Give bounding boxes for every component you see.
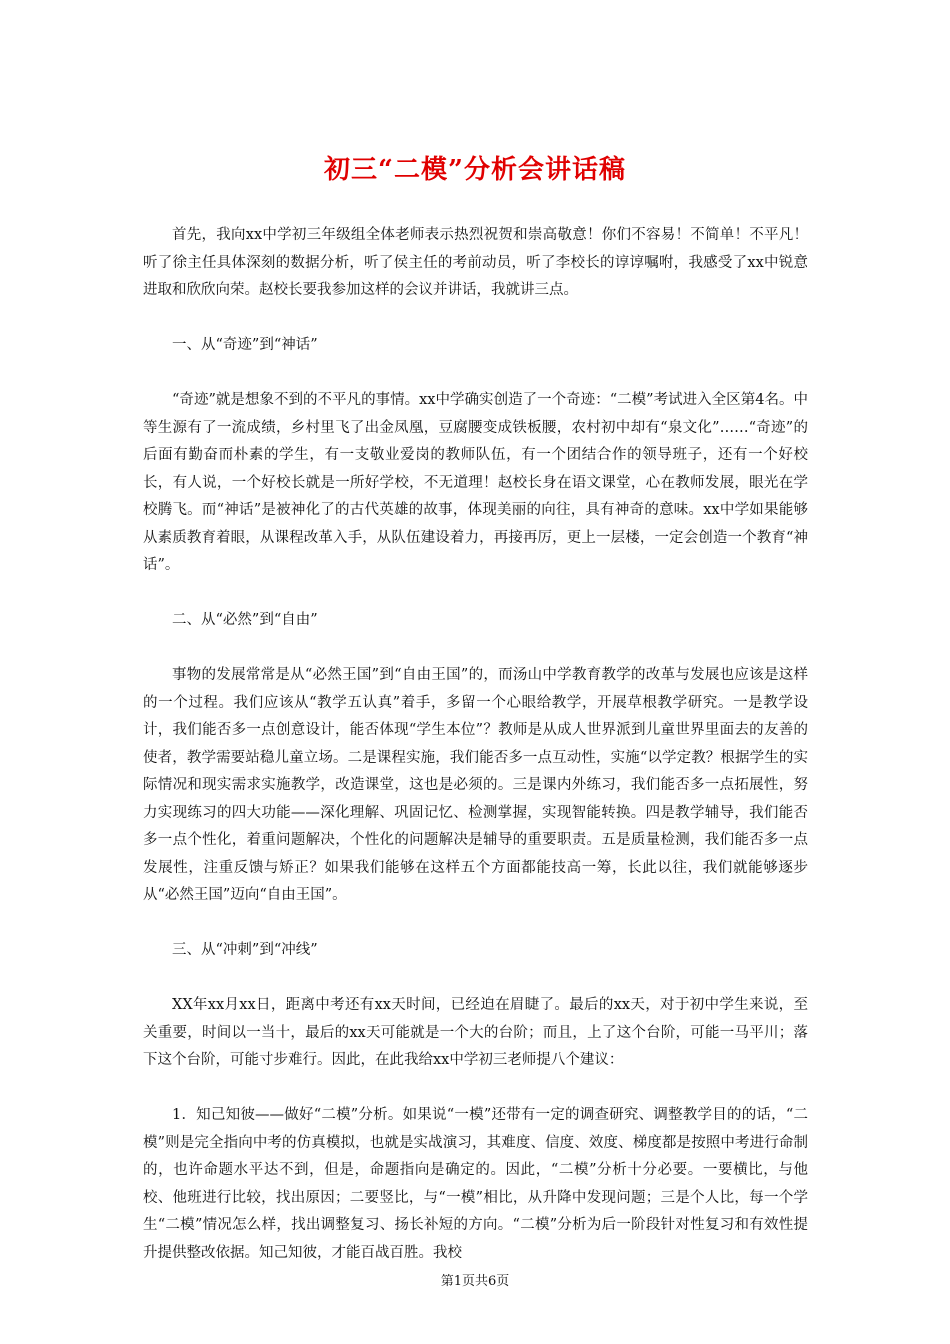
section-heading-1: 一、从“奇迹”到“神话” [172,337,318,353]
paragraph-intro: 首先，我向xx中学初三年级组全体老师表示热烈祝贺和崇高敬意！你们不容易！不简单！不平凡！听了徐主任具体深刻的数据分析，听了侯主任的考前动员，听了李校长的谆谆嘱咐，我感受了xx中锐意进取和欣欣向荣。赵校长要我参加这样的会议并讲话，我就讲三点。 [143,227,808,298]
paragraph-section-2: 事物的发展常常是从“必然王国”到“自由王国”的，而汤山中学教育教学的改革与发展也应该是这样的一个过程。我们应该从“教学五认真”着手，多留一个心眼给教学，开展草根教学研究。一是教学设计，我们能否多一点创意设计，能否体现“学生本位”？教师是从成人世界派到儿童世界里面去的友善的使者，教学需要站稳儿童立场。二是课程实施，我们能否多一点互动性，实施“以学定教？根据学生的实际情况和现实需求实施教学，改造课堂，这也是必须的。三是课内外练习，我们能否多一点拓展性，努力实现练习的四大功能——深化理解、巩固记忆、检测掌握，实现智能转换。四是教学辅导，我们能否多一点个性化，着重问题解决，个性化的问题解决是辅导的重要职责。五是质量检测，我们能否多一点发展性，注重反馈与矫正？如果我们能够在这样五个方面都能技高一筹，长此以往，我们就能够逐步从“必然王国”迈向“自由王国”。 [143,667,808,903]
document-body [143,222,808,1295]
paragraph-suggestion-1: 1．知己知彼——做好“二模”分析。如果说“一模”还带有一定的调查研究、调整教学目的的话，“二模”则是完全指向中考的仿真模拟，也就是实战演习，其难度、信度、效度、梯度都是按照中考进行命制的，也许命题水平达不到，但是，命题指向是确定的。因此，“二模”分析十分必要。一要横比，与他校、他班进行比较，找出原因；二要竖比，与“一模”相比，从升降中发现问题；三是个人比，每一个学生“二模”情况怎么样，找出调整复习、扬长补短的方向。“二模”分析为后一阶段针对性复习和有效性提升提供整改依据。知己知彼，才能百战百胜。我校 [143,1107,808,1261]
page-number: 第1页共6页 [440,1274,510,1289]
section-heading-2: 二、从“必然”到“自由” [172,612,318,628]
paragraph-section-3: XX年xx月xx日，距离中考还有xx天时间，已经迫在眉睫了。最后的xx天，对于初中学生来说，至关重要，时间以一当十，最后的xx天可能就是一个大的台阶；而且，上了这个台阶，可能一马平川；落下这个台阶，可能寸步难行。因此，在此我给xx中学初三老师提八个建议： [143,997,808,1068]
section-heading-3: 三、从“冲刺”到“冲线” [172,942,318,958]
document-title: 初三“二模”分析会讲话稿 [324,155,626,185]
paragraph-section-1: “奇迹”就是想象不到的不平凡的事情。xx中学确实创造了一个奇迹：“二模”考试进入全区第4名。中等生源有了一流成绩，乡村里飞了出金凤凰，豆腐腰变成铁板腰，农村初中却有“泉文化”……“奇迹”的后面有勤奋而朴素的学生，有一支敬业爱岗的教师队伍，有一个团结合作的领导班子，还有一个好校长，有人说，一个好校长就是一所好学校，不无道理！赵校长身在语文课堂，心在教师发展，眼光在学校腾飞。而“神话”是被神化了的古代英雄的故事，体现美丽的向往，具有神奇的意味。xx中学如果能够从素质教育着眼，从课程改革入手，从队伍建设着力，再接再厉，更上一层楼，一定会创造一个教育“神话”。 [143,392,808,573]
